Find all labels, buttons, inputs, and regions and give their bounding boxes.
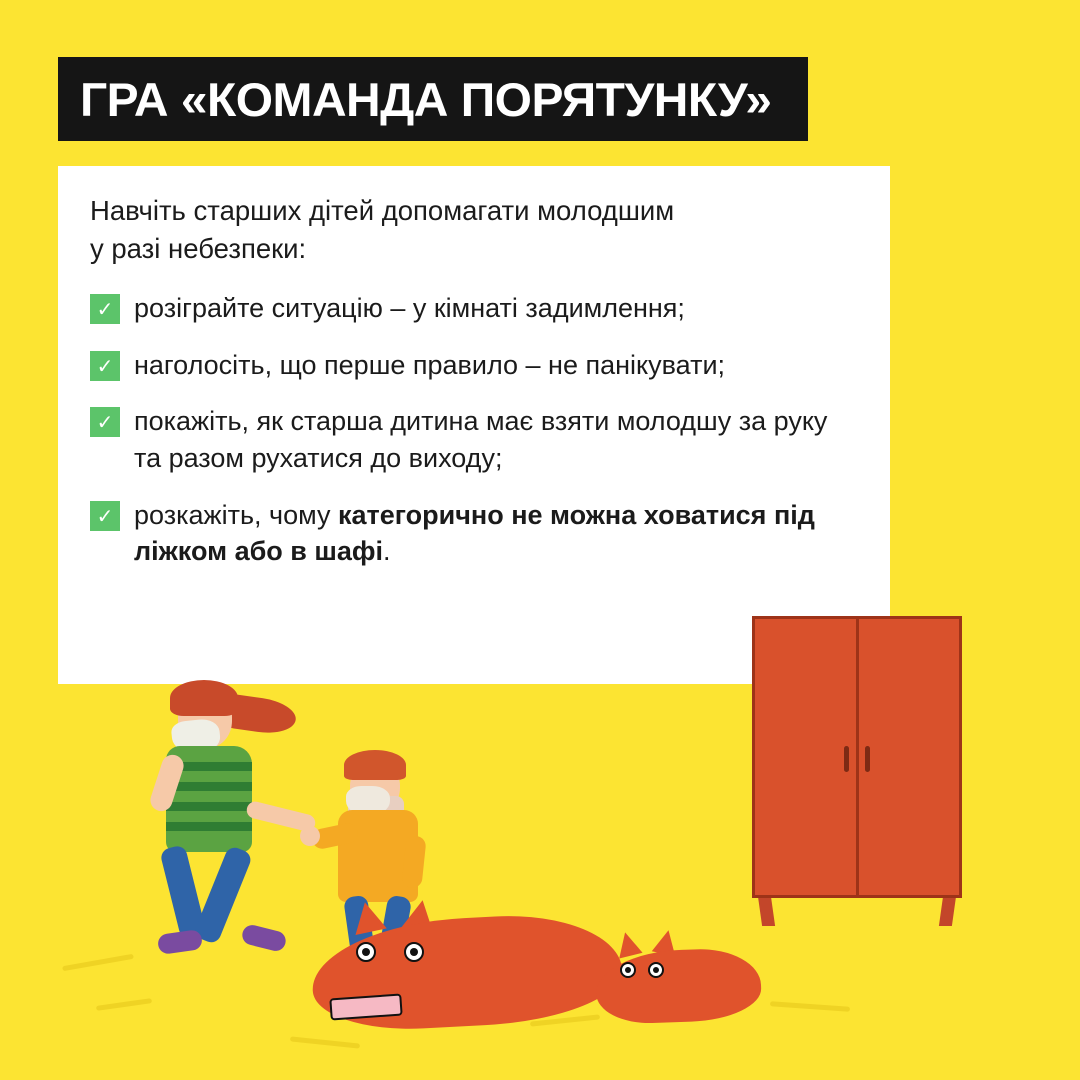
children-escaping-fire-illustration: [0, 600, 1080, 1080]
boy-hand-left: [300, 826, 320, 846]
page-title-bar: [58, 57, 808, 141]
list-item-label: покажіть, як старша дитина має взяти молодшу за руку та разом рухатися до виходу;: [134, 406, 828, 474]
motion-line: [770, 1001, 850, 1012]
check-icon: ✓: [90, 407, 120, 437]
list-item: [88, 497, 860, 570]
girl-shoe-back: [157, 929, 203, 955]
list-item-label: розіграйте ситуацію – у кімнаті задимлення;: [134, 292, 685, 323]
girl-hair: [170, 680, 238, 716]
boy-hair: [344, 750, 406, 780]
wardrobe-leg-left: [758, 896, 775, 926]
list-item: [88, 347, 860, 384]
list-item: [88, 290, 860, 327]
girl-shirt-stripe: [166, 822, 252, 831]
fire-creature-ear: [613, 929, 642, 958]
list-item-text-tail: .: [383, 536, 391, 567]
wardrobe-handle-right: [865, 746, 870, 772]
intro-line-2: у разі небезпеки:: [90, 232, 307, 264]
check-icon: ✓: [90, 501, 120, 531]
fire-creature-pupil: [410, 948, 418, 956]
list-item: [88, 403, 860, 476]
fire-creature-pupil: [362, 948, 370, 956]
check-icon: ✓: [90, 294, 120, 324]
fire-creature-eye: [620, 962, 636, 978]
fire-creature-pupil: [625, 967, 631, 973]
fire-creature-eye: [648, 962, 664, 978]
list-item-text-plain: розкажіть, чому: [134, 499, 338, 530]
motion-line: [96, 998, 152, 1011]
fire-creature-pupil: [653, 967, 659, 973]
wardrobe-door-split: [856, 619, 859, 895]
boy-arm-right: [401, 835, 426, 889]
page-title: ГРА «КОМАНДА ПОРЯТУНКУ»: [80, 72, 772, 126]
check-icon: ✓: [90, 351, 120, 381]
tips-list: [88, 290, 860, 570]
list-item-text-bold: категорично не можна ховатися під ліжком або в шафі: [134, 499, 815, 567]
fire-creature-eye: [404, 942, 424, 962]
wardrobe-leg-right: [939, 896, 956, 926]
motion-line: [290, 1036, 360, 1048]
wardrobe-icon: [752, 616, 962, 898]
girl-shoe-front: [240, 923, 288, 953]
girl-shirt-stripe: [166, 802, 252, 811]
intro-line-1: Навчіть старших дітей допомагати молодшим: [90, 195, 675, 226]
wardrobe-handle-left: [844, 746, 849, 772]
fire-creature-eye: [356, 942, 376, 962]
intro-text: [90, 192, 860, 268]
list-item-label: наголосіть, що перше правило – не панікувати;: [134, 349, 726, 380]
motion-line: [62, 954, 134, 971]
girl-shirt-stripe: [166, 782, 252, 791]
list-item-label: [134, 497, 860, 570]
